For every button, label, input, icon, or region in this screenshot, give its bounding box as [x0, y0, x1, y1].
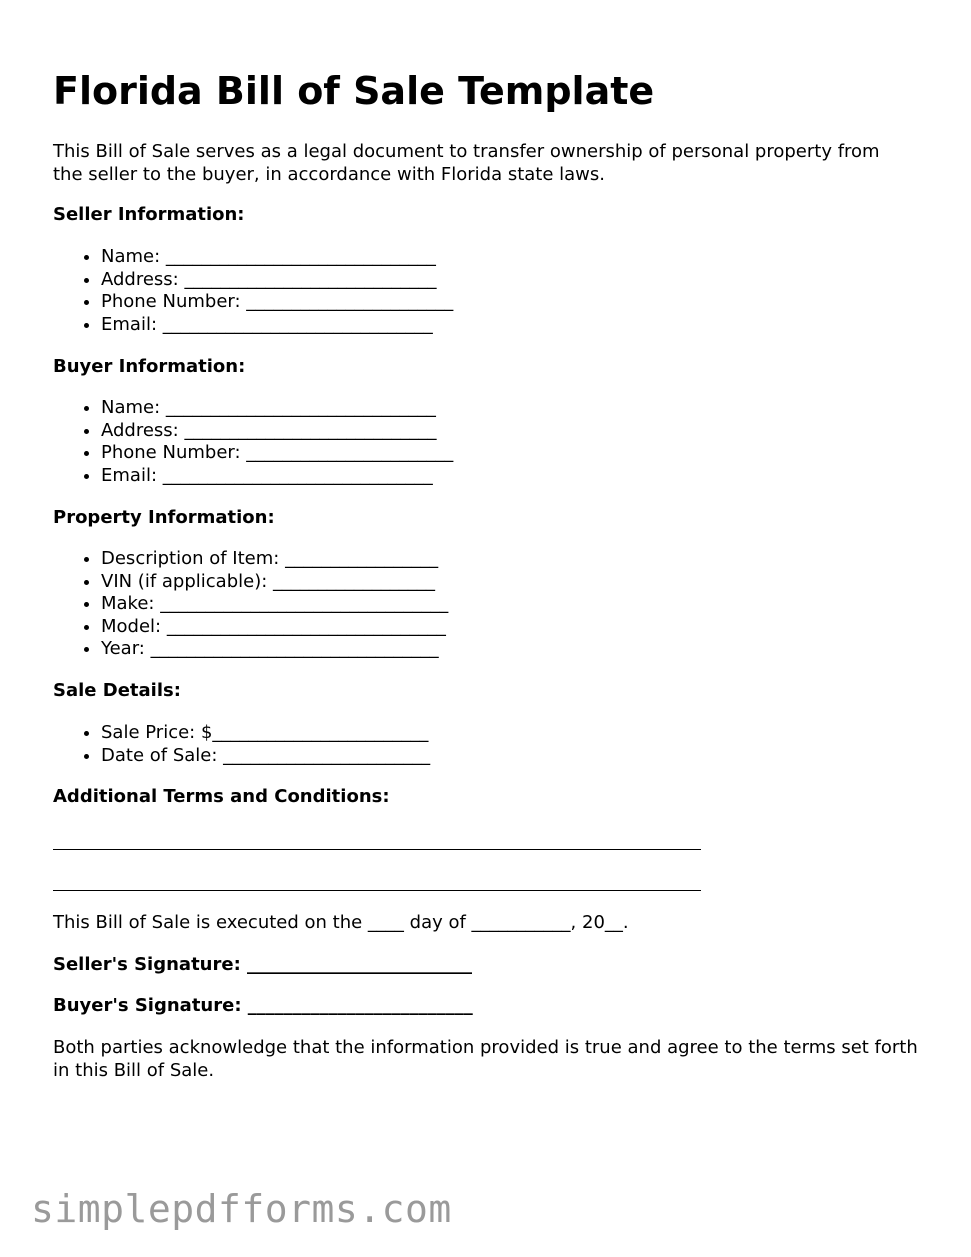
buyer-email-field: • Email: ______________________________ — [101, 465, 453, 488]
seller-field-list — [53, 246, 453, 336]
buyer-field-list — [53, 397, 453, 487]
property-field-list — [53, 548, 448, 661]
intro-paragraph: This Bill of Sale serves as a legal document to transfer ownership of personal property from the seller to the buyer, in accordance with Florida state laws. — [53, 141, 880, 185]
terms-blank-line-2 — [53, 890, 701, 891]
property-vin-field: • VIN (if applicable): __________________ — [101, 571, 448, 594]
terms-blank-line-1 — [53, 849, 701, 850]
sale-field-list — [53, 722, 430, 767]
footer-watermark: simplepdfforms.com — [31, 1187, 452, 1231]
acknowledgment-paragraph: Both parties acknowledge that the information provided is true and agree to the terms set forth in this Bill of Sale. — [53, 1037, 918, 1081]
seller-address-field: • Address: ____________________________ — [101, 269, 453, 292]
buyer-phone-field: • Phone Number: _______________________ — [101, 442, 453, 465]
buyer-signature-line: Buyer's Signature: _________________________ — [53, 995, 473, 1016]
sale-heading: Sale Details: — [53, 680, 181, 701]
execution-date-line: This Bill of Sale is executed on the ____ day of ___________, 20__. — [53, 912, 629, 933]
buyer-address-field: • Address: ____________________________ — [101, 420, 453, 443]
buyer-name-field: • Name: ______________________________ — [101, 397, 453, 420]
property-year-field: • Year: ________________________________ — [101, 638, 448, 661]
sale-date-field: • Date of Sale: _______________________ — [101, 745, 430, 768]
property-description-field: • Description of Item: _________________ — [101, 548, 448, 571]
seller-signature-line: Seller's Signature: _________________________ — [53, 954, 473, 975]
seller-name-field: • Name: ______________________________ — [101, 246, 453, 269]
seller-email-field: • Email: ______________________________ — [101, 314, 453, 337]
terms-heading: Additional Terms and Conditions: — [53, 786, 390, 807]
property-make-field: • Make: ________________________________ — [101, 593, 448, 616]
sale-price-field: • Sale Price: $________________________ — [101, 722, 430, 745]
buyer-heading: Buyer Information: — [53, 356, 246, 377]
property-model-field: • Model: _______________________________ — [101, 616, 448, 639]
page-title: Florida Bill of Sale Template — [53, 69, 655, 113]
seller-heading: Seller Information: — [53, 204, 245, 225]
seller-phone-field: • Phone Number: _______________________ — [101, 291, 453, 314]
property-heading: Property Information: — [53, 507, 275, 528]
